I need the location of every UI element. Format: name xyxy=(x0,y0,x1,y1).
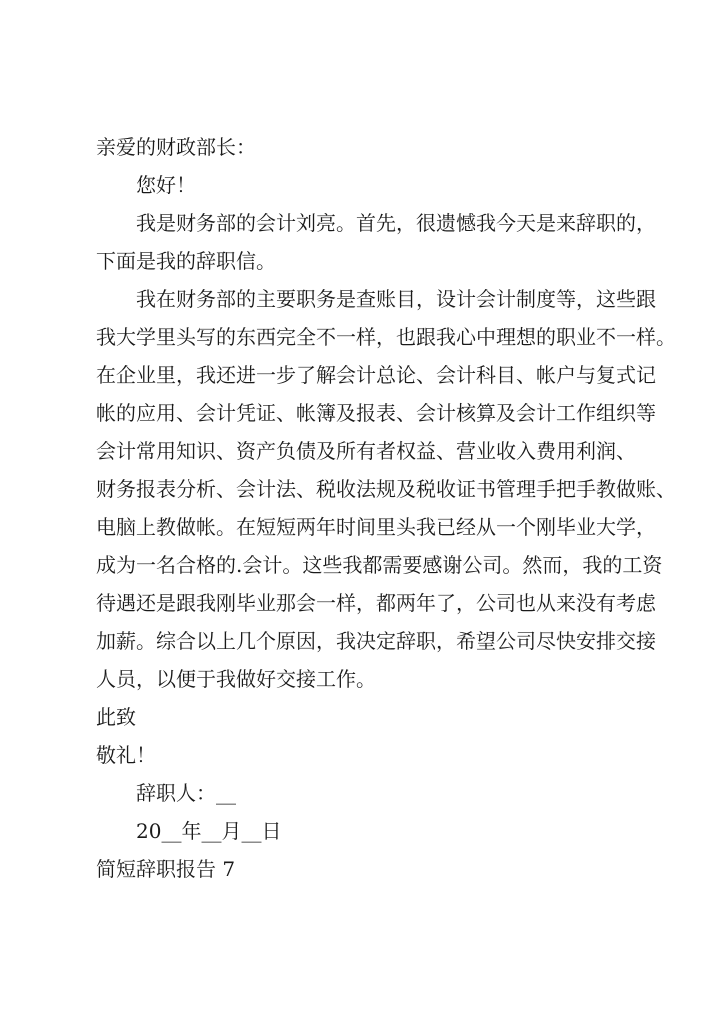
paragraph-line: 我大学里头写的东西完全不一样，也跟我心中理想的职业不一样。 xyxy=(96,325,676,349)
paragraph-line: 帐的应用、会计凭证、帐簿及报表、会计核算及会计工作组织等 xyxy=(96,401,656,425)
paragraph-line: 人员，以便于我做好交接工作。 xyxy=(96,667,376,691)
paragraph-line: 我是财务部的会计刘亮。首先，很遗憾我今天是来辞职的， xyxy=(136,211,656,235)
paragraph-line: 下面是我的辞职信。 xyxy=(96,249,276,273)
paragraph-line: 成为一名合格的.会计。这些我都需要感谢公司。然而，我的工资 xyxy=(96,553,663,577)
signature-line: 辞职人：__ xyxy=(136,781,236,805)
date-line: 20__年__月__日 xyxy=(136,819,282,843)
paragraph-line: 会计常用知识、资产负债及所有者权益、营业收入费用利润、 xyxy=(96,439,636,463)
paragraph-line: 加薪。综合以上几个原因，我决定辞职，希望公司尽快安排交接 xyxy=(96,629,656,653)
greeting: 您好！ xyxy=(136,173,196,197)
paragraph-line: 待遇还是跟我刚毕业那会一样，都两年了，公司也从来没有考虑 xyxy=(96,591,656,615)
salutation: 亲爱的财政部长： xyxy=(96,135,256,159)
closing-line: 敬礼！ xyxy=(96,743,156,767)
paragraph-line: 我在财务部的主要职务是查账目，设计会计制度等，这些跟 xyxy=(136,287,656,311)
paragraph-line: 财务报表分析、会计法、税收法规及税收证书管理手把手教做账、 xyxy=(96,477,676,501)
paragraph-line: 在企业里，我还进一步了解会计总论、会计科目、帐户与复式记 xyxy=(96,363,656,387)
paragraph-line: 电脑上教做帐。在短短两年时间里头我已经从一个刚毕业大学， xyxy=(96,515,656,539)
letter-body xyxy=(96,128,676,888)
next-section-title: 简短辞职报告 7 xyxy=(96,857,236,881)
closing-line: 此致 xyxy=(96,705,136,729)
